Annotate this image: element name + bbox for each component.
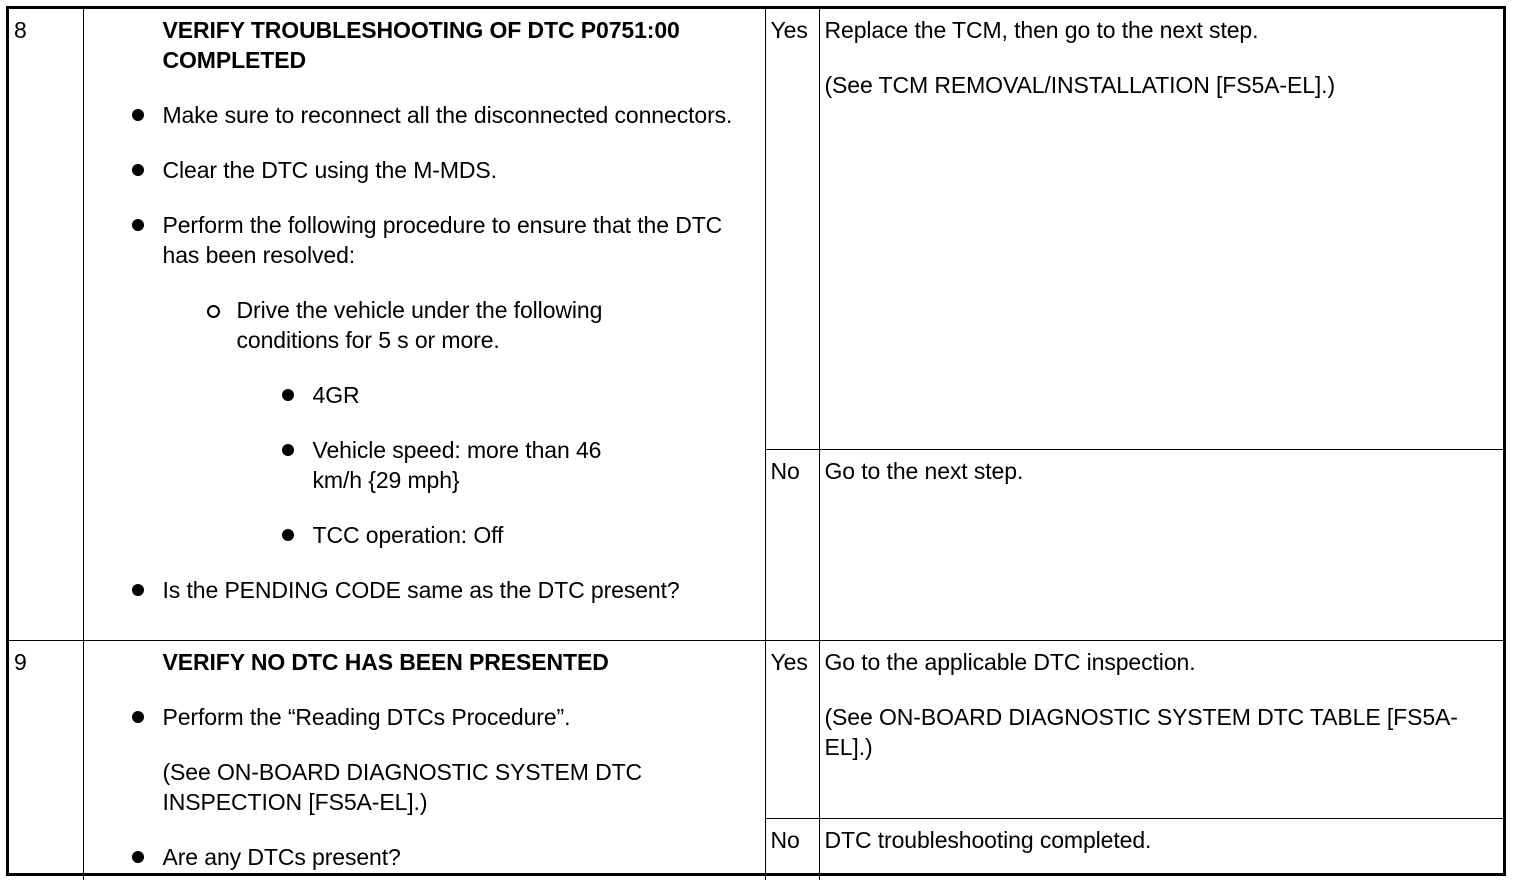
list-item-text: Drive the vehicle under the following conditions for 5 s or more.: [236, 297, 603, 353]
sub-list-item: [237, 295, 657, 355]
step-number: 9: [9, 640, 83, 880]
hollow-bullet-icon: [207, 305, 220, 318]
step-9-row-yes: [9, 640, 1503, 818]
yes-action: [819, 640, 1503, 818]
action-reference: (See TCM REMOVAL/INSTALLATION [FS5A-EL].): [824, 72, 1336, 98]
list-item-text: Perform the “Reading DTCs Procedure”.: [162, 703, 571, 730]
answer-no-label: No: [765, 449, 819, 640]
answer-yes-label: Yes: [765, 640, 819, 818]
no-action: [819, 449, 1503, 640]
reference-text: (See ON-BOARD DIAGNOSTIC SYSTEM DTC INSPECTION [FS5A-EL].): [162, 758, 643, 815]
troubleshooting-grid: [9, 9, 1503, 880]
list-item: [163, 100, 755, 130]
step-number: 8: [9, 9, 83, 640]
bullet-icon: [132, 164, 144, 176]
action-text: Go to the next step.: [824, 457, 1024, 484]
list-item-text: 4GR: [312, 382, 360, 408]
list-item: [163, 842, 755, 872]
bullet-icon: [132, 711, 144, 723]
list-item-text: Vehicle speed: more than 46 km/h {29 mph}: [312, 437, 602, 493]
no-action: [819, 818, 1503, 880]
list-item: [163, 210, 755, 270]
sub-sub-list-item: [313, 435, 653, 495]
reference-paragraph: [163, 757, 723, 817]
list-item: [163, 155, 755, 185]
bullet-icon: [132, 219, 144, 231]
bullet-icon: [132, 851, 144, 863]
action-text: Go to the applicable DTC inspection.: [824, 648, 1196, 675]
step-heading: VERIFY NO DTC HAS BEEN PRESENTED: [162, 648, 609, 675]
list-item-text: Clear the DTC using the M-MDS.: [162, 157, 497, 183]
action-text: DTC troubleshooting completed.: [824, 826, 1152, 853]
step-heading: VERIFY TROUBLESHOOTING OF DTC P0751:00 COMPLETED: [162, 17, 680, 73]
bullet-icon: [282, 389, 294, 401]
bullet-icon: [282, 529, 294, 541]
list-item-text: Make sure to reconnect all the disconnected connectors.: [162, 102, 733, 128]
step-8-body: [83, 9, 765, 640]
action-text: Replace the TCM, then go to the next step.: [824, 17, 1259, 43]
yes-action: [819, 9, 1503, 449]
sub-sub-list-item: [313, 520, 755, 550]
list-item-text: Are any DTCs present?: [162, 843, 401, 870]
list-item: [163, 702, 755, 732]
troubleshooting-table: [6, 6, 1506, 876]
step-8-row-yes: [9, 9, 1503, 449]
step-9-body: [83, 640, 765, 880]
list-item-text: Perform the following procedure to ensure that the DTC has been resolved:: [162, 212, 723, 268]
bullet-icon: [282, 444, 294, 456]
list-item: [163, 575, 755, 605]
bullet-icon: [132, 584, 144, 596]
answer-yes-label: Yes: [765, 9, 819, 449]
answer-no-label: No: [765, 818, 819, 880]
bullet-icon: [132, 109, 144, 121]
list-item-text: Is the PENDING CODE same as the DTC present?: [162, 577, 680, 603]
action-reference: (See ON-BOARD DIAGNOSTIC SYSTEM DTC TABLE [FS5A-EL].): [824, 703, 1458, 760]
sub-sub-list-item: [313, 380, 755, 410]
list-item-text: TCC operation: Off: [312, 522, 504, 548]
